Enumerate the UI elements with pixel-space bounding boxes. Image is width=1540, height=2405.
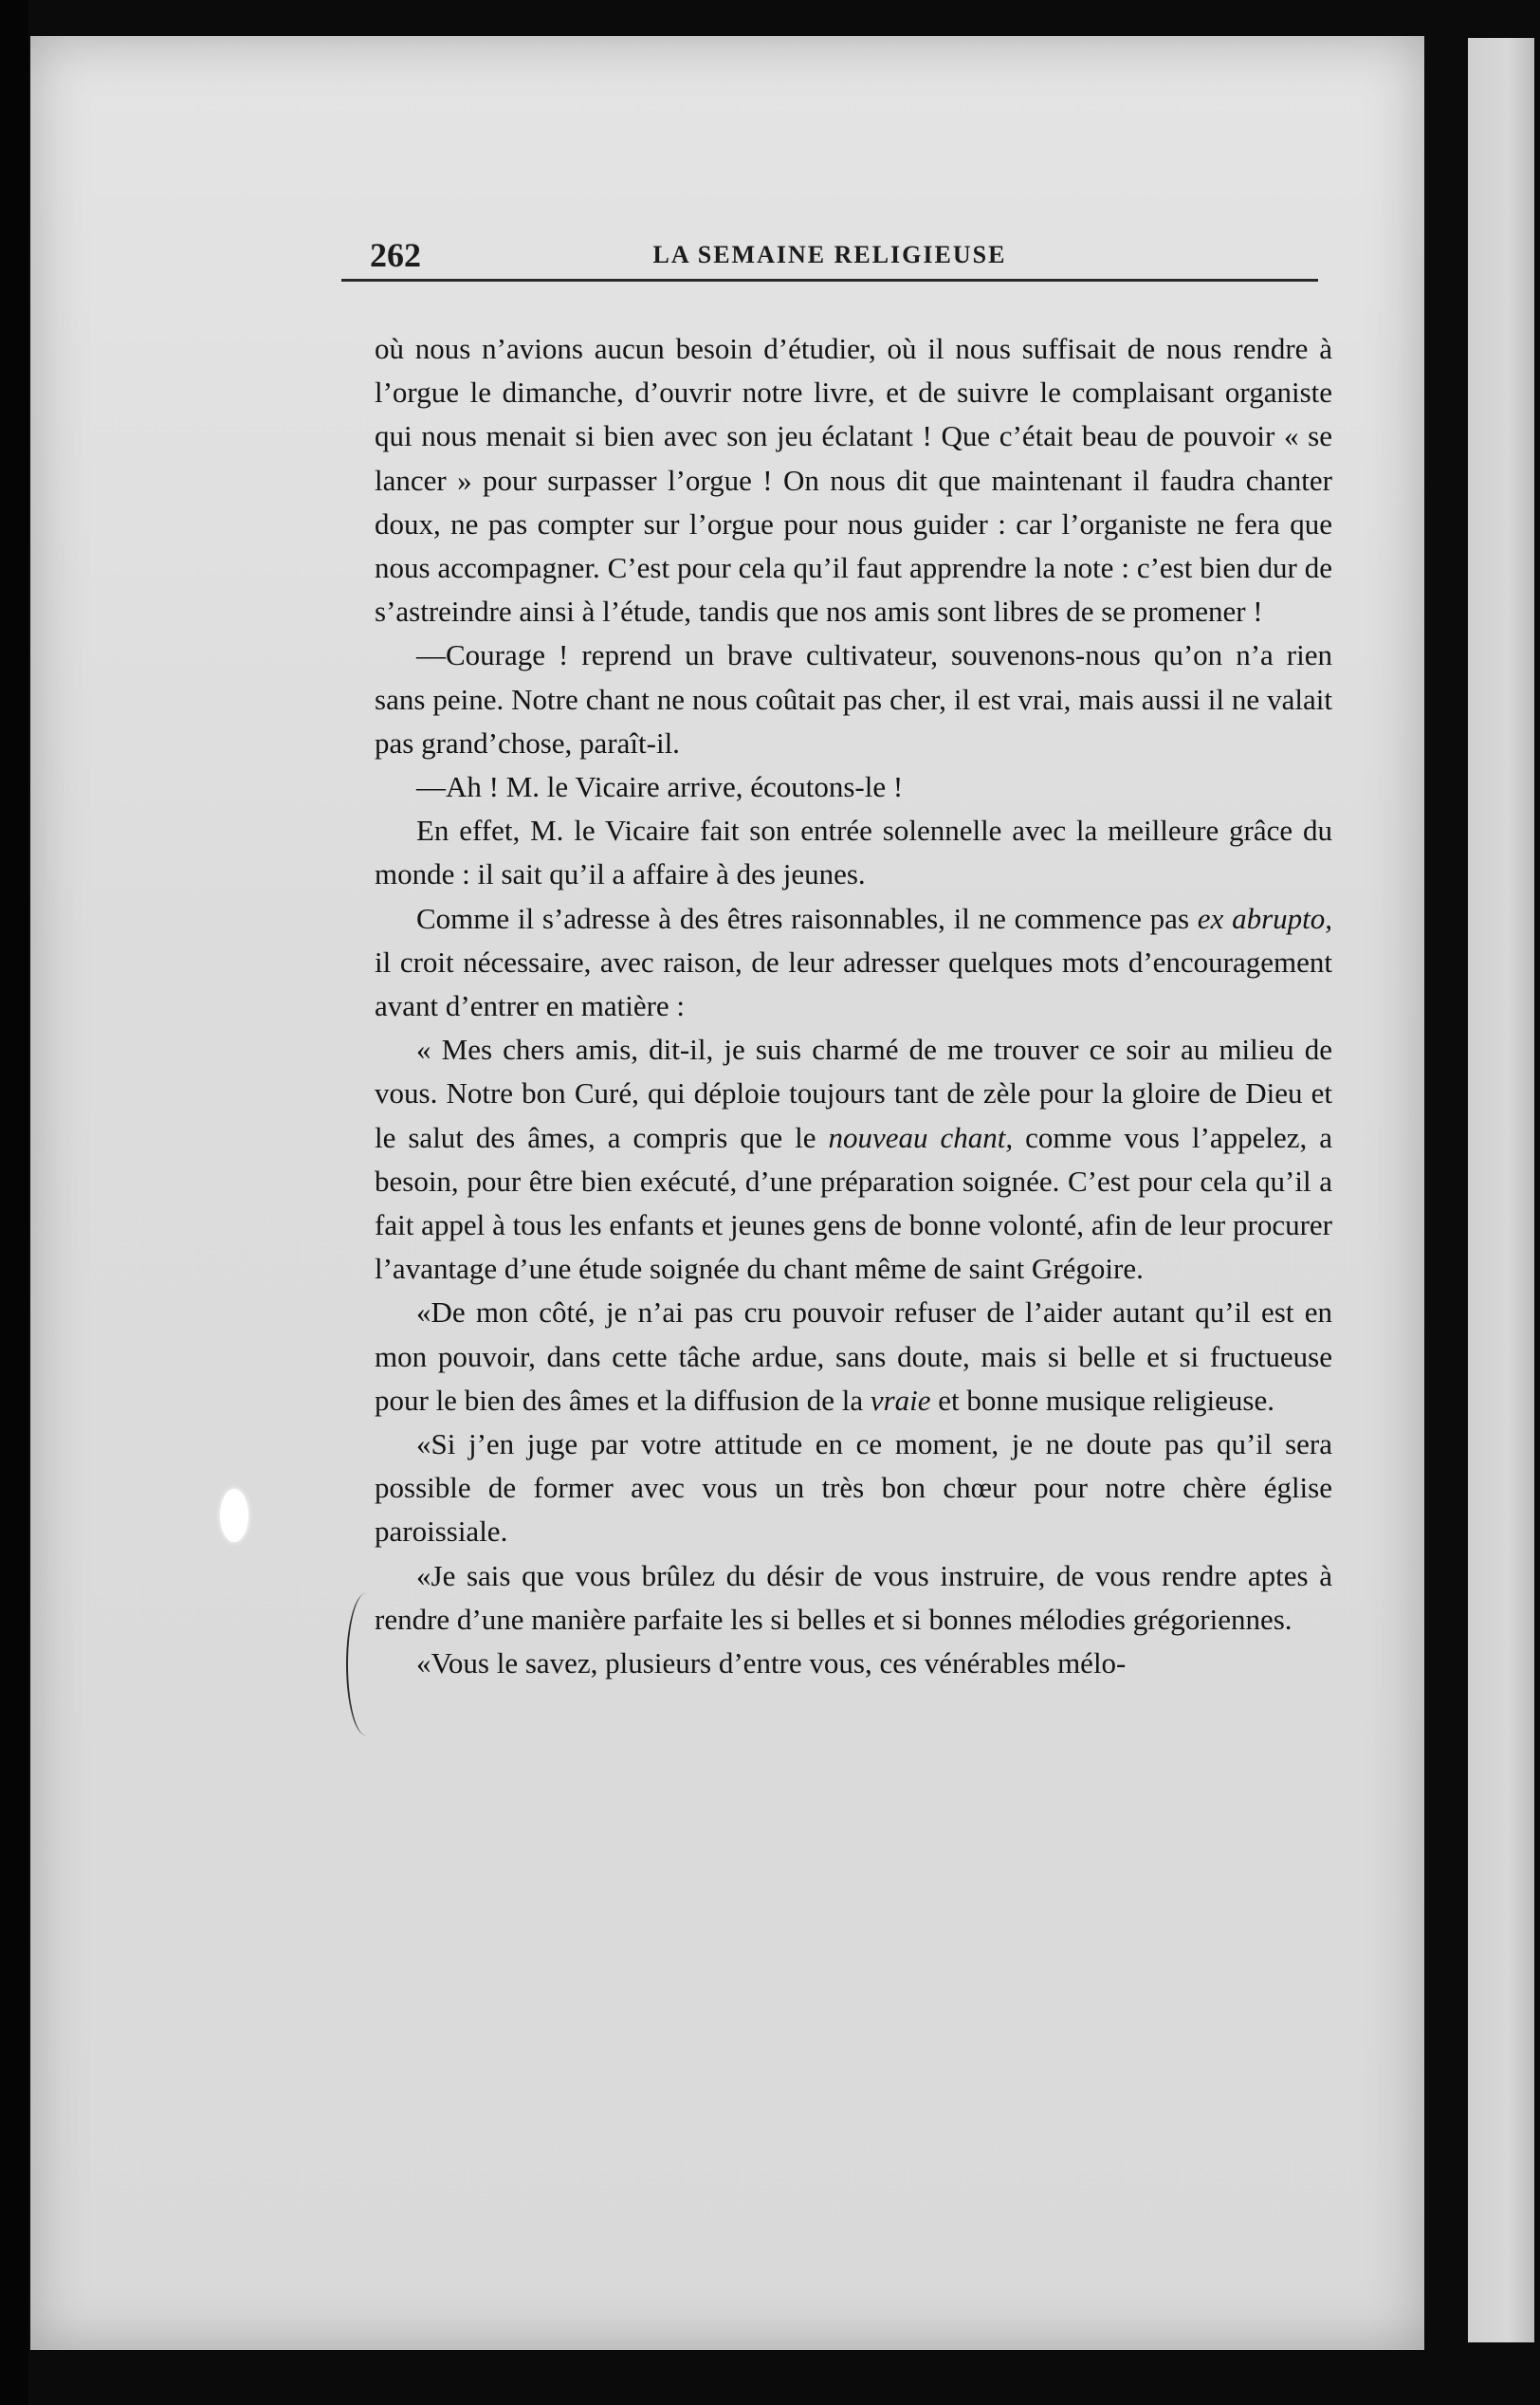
paragraph-5-text: Comme il s’adresse à des êtres raisonnables, il ne commence pas bbox=[416, 901, 1190, 935]
paragraph-7 bbox=[375, 1291, 1332, 1423]
paragraph-1: où nous n’avions aucun besoin d’étudier, où il nous suffisait de nous rendre à l’orgue le dimanche, d’ouvrir notre livre, et de suivre le complaisant organiste qui nous menait si bien avec son jeu éclatant ! Que c’était beau de pouvoir « se lancer » pour surpasser l’orgue ! On nous dit que maintenant il faudra chanter doux, ne pas compter sur l’orgue pour nous guider : car l’organiste ne fera que nous accompagner. C’est pour cela qu’il faut apprendre la note : c’est bien dur de s’astreindre ainsi à l’étude, tandis que nos amis sont libres de se promener ! bbox=[375, 332, 1332, 629]
film-border bbox=[0, 0, 28, 2405]
paragraph-3: —Ah ! M. le Vicaire arrive, écoutons-le ! bbox=[416, 770, 904, 804]
paragraph-5-rest: il croit nécessaire, avec raison, de leur adresser quelques mots d’encouragement avant d’entrer en matière : bbox=[375, 945, 1332, 1023]
paragraph-6 bbox=[375, 1028, 1332, 1291]
paragraph-2: —Courage ! reprend un brave cultivateur, souvenons-nous qu’on n’a rien sans peine. Notre chant ne nous coûtait pas cher, il est vrai, mais aussi il ne valait pas grand’chose, paraît-il. bbox=[375, 638, 1332, 760]
paragraph-10: «Vous le savez, plusieurs d’entre vous, ces vénérables mélo- bbox=[416, 1646, 1127, 1680]
paragraph-7-text: «De mon côté, je n’ai pas cru pouvoir refuser de l’aider autant qu’il est en mon pouvoir, dans cette tâche ardue, sans doute, mais si belle et si fructueuse pour le bien des âmes et la diffusion de la bbox=[375, 1295, 1332, 1417]
page-header bbox=[341, 237, 1318, 282]
paragraph-7-rest: et bonne musique religieuse. bbox=[930, 1383, 1274, 1417]
paragraph-6-rest: comme vous l’appelez, a besoin, pour être bien exécuté, d’une préparation soignée. C’est pour cela qu’il a fait appel à tous les enfants et jeunes gens de bonne volonté, afin de leur procurer l’avantage d’une étude soignée du chant même de saint Grégoire. bbox=[375, 1120, 1332, 1286]
italic-phrase: nouveau chant, bbox=[828, 1120, 1014, 1154]
running-title: LA SEMAINE RELIGIEUSE bbox=[652, 241, 1007, 268]
page-number: 262 bbox=[370, 236, 421, 274]
paragraph-8: «Si j’en juge par votre attitude en ce moment, je ne doute pas qu’il sera possible de former avec vous un très bon chœur pour notre chère église paroissiale. bbox=[375, 1427, 1332, 1549]
paragraph-6-text: « Mes chers amis, dit-il, je suis charmé de me trouver ce soir au milieu de vous. Notre bon Curé, qui déploie toujours tant de zèle pour la gloire de Dieu et le salut des âmes, a compris que le bbox=[375, 1033, 1332, 1154]
paragraph-9: «Je sais que vous brûlez du désir de vous instruire, de vous rendre aptes à rendre d’une manière parfaite les si belles et si bonnes mélodies grégoriennes. bbox=[375, 1558, 1332, 1636]
latin-phrase: ex abrupto, bbox=[1197, 901, 1332, 935]
italic-word: vraie bbox=[870, 1383, 931, 1417]
paragraph-4: En effet, M. le Vicaire fait son entrée solennelle avec la meilleure grâce du monde : il sait qu’il a affaire à des jeunes. bbox=[375, 814, 1332, 891]
paragraph-5 bbox=[375, 897, 1332, 1029]
body-text bbox=[375, 327, 1332, 1685]
film-blot bbox=[220, 1489, 248, 1542]
adjacent-page-edge bbox=[1468, 38, 1534, 2342]
